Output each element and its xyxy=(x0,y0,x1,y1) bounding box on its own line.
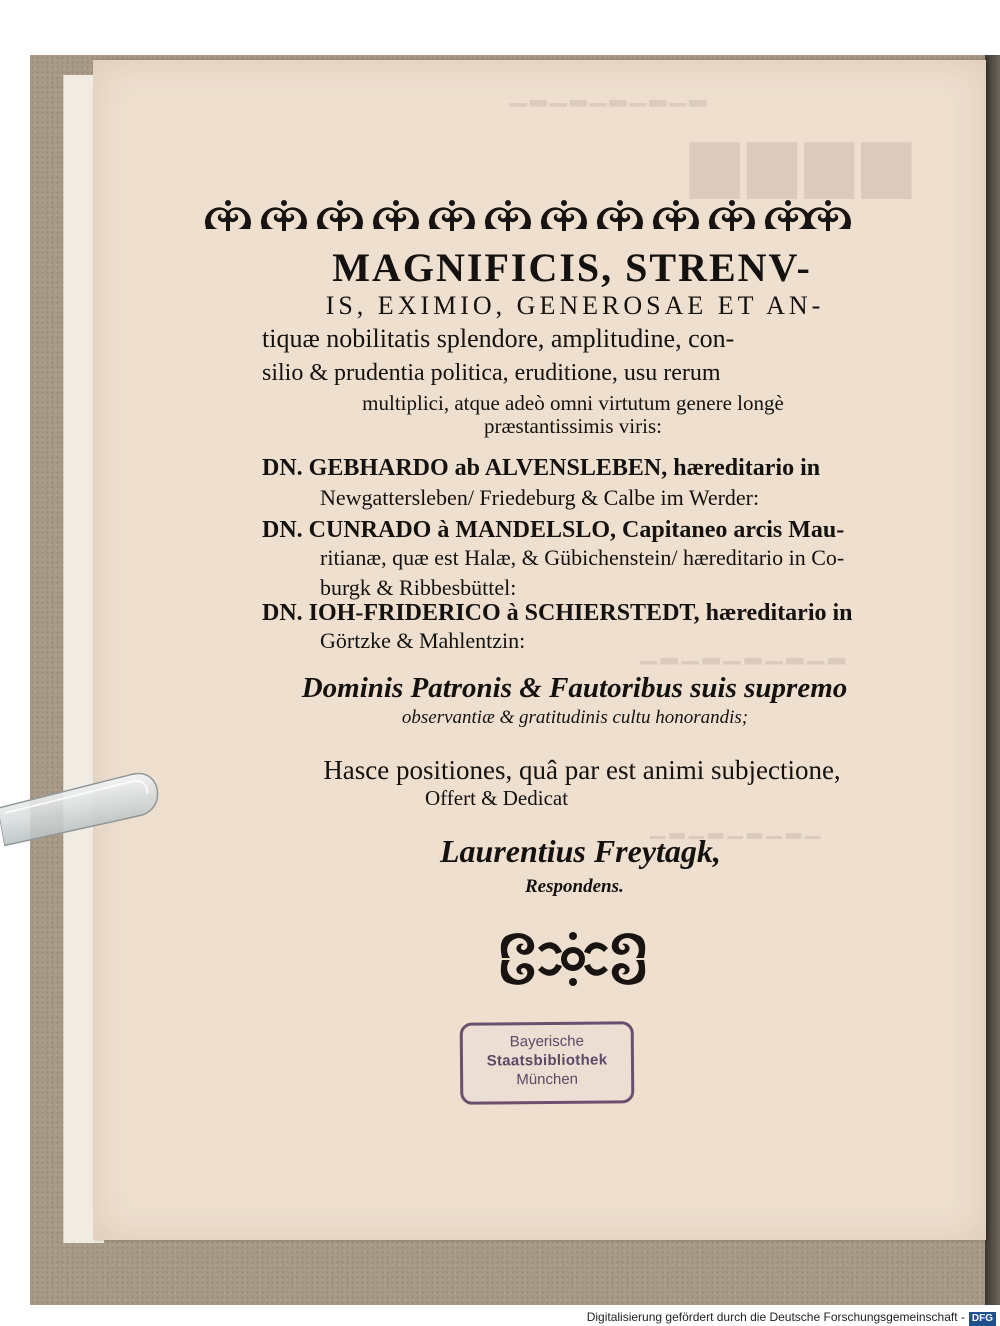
addressee-3-line-1: DN. IOH-FRIDERICO à SCHIERSTEDT, hæreditario in xyxy=(262,600,853,626)
title-line-3: tiquæ nobilitatis splendore, amplitudine, con- xyxy=(262,324,735,353)
stamp-line-3: München xyxy=(516,1070,579,1089)
stamp-line-1: Bayerische xyxy=(509,1032,584,1051)
addressee-1-line-2: Newgattersleben/ Friedeburg & Calbe im Werder: xyxy=(320,485,760,510)
addressee-1-line-1: DN. GEBHARDO ab ALVENSLEBEN, hæreditario in xyxy=(262,455,821,481)
addressee-3-line-2: Görtzke & Mahlentzin: xyxy=(320,628,526,653)
author-role: Respondens. xyxy=(525,876,624,897)
dedication-line-2: observantiæ & gratitudinis cultu honorandis; xyxy=(401,707,749,728)
stamp-line-2: Staatsbibliothek xyxy=(486,1051,608,1070)
title-line-5: multiplici, atque adeò omni virtutum genere longè xyxy=(362,391,784,415)
author-name: Laurentius Freytagk, xyxy=(440,833,721,869)
addressee-2-line-2: ritianæ, quæ est Halæ, & Gübichenstein/ hæreditario in Co- xyxy=(320,545,845,570)
addressee-2-line-1: DN. CUNRADO à MANDELSLO, Capitaneo arcis Mau- xyxy=(262,517,845,543)
library-stamp xyxy=(460,1021,635,1105)
dfg-logo: DFG xyxy=(969,1312,996,1326)
ornament-band-icon xyxy=(200,195,855,235)
title-line-2: IS, EXIMIO, GENEROSAE ET AN- xyxy=(325,291,825,320)
title-line-6: præstantissimis viris: xyxy=(484,414,662,438)
addressee-2-line-3: burgk & Ribbesbüttel: xyxy=(320,575,517,600)
title-line-1: MAGNIFICIS, STRENV- xyxy=(332,245,812,290)
offer-line-1: Hasce positiones, quâ par est animi subjectione, xyxy=(323,755,841,785)
footer-credit xyxy=(560,1309,1000,1326)
page-shadow xyxy=(985,55,1000,1305)
title-line-4: silio & prudentia politica, eruditione, usu rerum xyxy=(262,360,721,386)
fleuron-ornament-icon xyxy=(498,928,648,990)
dedication-line-1: Dominis Patronis & Fautoribus suis supremo xyxy=(301,672,848,704)
offer-line-2: Offert & Dedicat xyxy=(425,786,569,810)
footer-text: Digitalisierung gefördert durch die Deutsche Forschungsgemeinschaft - xyxy=(586,1310,965,1324)
